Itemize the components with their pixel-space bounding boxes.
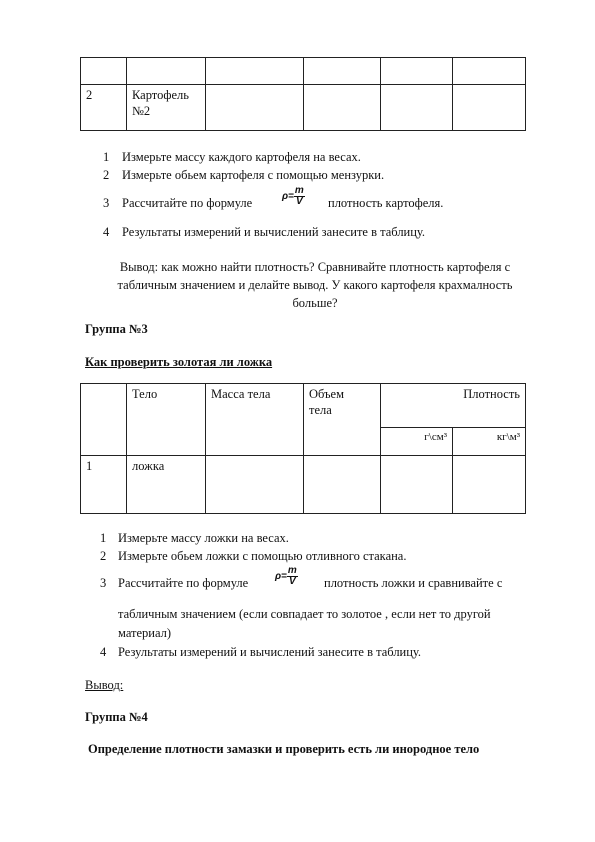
table-cell <box>127 58 206 85</box>
table-cell <box>381 85 453 131</box>
conclusion-line: больше? <box>292 296 338 310</box>
step-text: Рассчитайте по формуле <box>118 576 249 590</box>
table-cell <box>304 456 381 514</box>
conclusion-1 <box>80 258 550 312</box>
col-header-volume-line1: Объем <box>309 387 344 401</box>
row-name: ложка <box>127 456 206 514</box>
table-cell <box>206 85 304 131</box>
formula-numerator: m <box>287 565 297 576</box>
group3-table-header <box>81 384 526 428</box>
table-cell <box>453 456 526 514</box>
unit-g-cm3: г\см³ <box>381 428 453 456</box>
row-name <box>127 85 206 131</box>
step-number: 4 <box>100 645 107 659</box>
group3-question: Как проверить золотая ли ложка <box>85 355 273 369</box>
col-header-volume <box>304 384 381 456</box>
step-text: Результаты измерений и вычислений занесите в таблицу. <box>122 225 426 239</box>
top-table-row-header <box>81 58 526 85</box>
group3-title: Группа №3 <box>85 322 148 336</box>
table-cell <box>304 85 381 131</box>
formula-denominator: V <box>289 576 296 587</box>
table-cell <box>453 58 526 85</box>
row-number: 2 <box>81 85 127 131</box>
group4-task: Определение плотности замазки и проверить есть ли инородное тело <box>88 742 480 756</box>
table-cell <box>81 58 127 85</box>
col-header-volume-line2: тела <box>309 402 332 417</box>
formula-denominator: V <box>296 196 303 207</box>
group4-title: Группа №4 <box>85 710 148 724</box>
table-cell <box>304 58 381 85</box>
step-text: Результаты измерений и вычислений занесите в таблицу. <box>118 645 422 659</box>
density-formula <box>275 566 298 587</box>
step-text: Измерьте массу каждого картофеля на весах. <box>122 150 361 164</box>
step-text: Измерьте обьем ложки с помощью отливного стакана. <box>118 549 407 563</box>
table-cell <box>206 58 304 85</box>
row-name-line1: Картофель <box>132 88 189 102</box>
formula-numerator: m <box>294 185 304 196</box>
group3-table <box>80 383 526 514</box>
step-text: Рассчитайте по формуле <box>122 196 253 210</box>
step-number: 4 <box>103 225 110 239</box>
top-table <box>80 57 526 131</box>
table-cell <box>81 384 127 456</box>
col-header-density: Плотность <box>381 384 526 428</box>
formula-lhs: ρ= <box>275 571 287 583</box>
step-number: 2 <box>103 168 110 182</box>
step-number: 3 <box>100 576 107 590</box>
group3-conclusion: Вывод: <box>85 678 124 692</box>
step-text-cont: материал) <box>118 626 172 640</box>
step-text: плотность ложки и сравнивайте с <box>324 576 503 590</box>
table-cell <box>206 456 304 514</box>
density-formula <box>282 186 305 207</box>
formula-lhs: ρ= <box>282 191 294 203</box>
step-text: Измерьте массу ложки на весах. <box>118 531 289 545</box>
step-number: 1 <box>103 150 110 164</box>
table-cell <box>381 58 453 85</box>
step-text: Измерьте обьем картофеля с помощью мензурки. <box>122 168 385 182</box>
step-text: плотность картофеля. <box>328 196 444 210</box>
step-number: 3 <box>103 196 110 210</box>
conclusion-line: табличным значением и делайте вывод. У какого картофеля крахмалность <box>117 278 513 292</box>
top-table-row-2 <box>81 85 526 131</box>
row-number: 1 <box>81 456 127 514</box>
step-number: 1 <box>100 531 107 545</box>
table-cell <box>381 456 453 514</box>
unit-kg-m3: кг\м³ <box>453 428 526 456</box>
conclusion-line: Вывод: как можно найти плотность? Сравнивайте плотность картофеля с <box>119 260 511 274</box>
col-header-body: Тело <box>127 384 206 456</box>
col-header-mass: Масса тела <box>206 384 304 456</box>
table-cell <box>453 85 526 131</box>
row-name-line2: №2 <box>132 103 151 118</box>
step-number: 2 <box>100 549 107 563</box>
step-text-cont: табличным значением (если совпадает то золотое , если нет то другой <box>118 607 491 621</box>
group3-table-row-1 <box>81 456 526 514</box>
